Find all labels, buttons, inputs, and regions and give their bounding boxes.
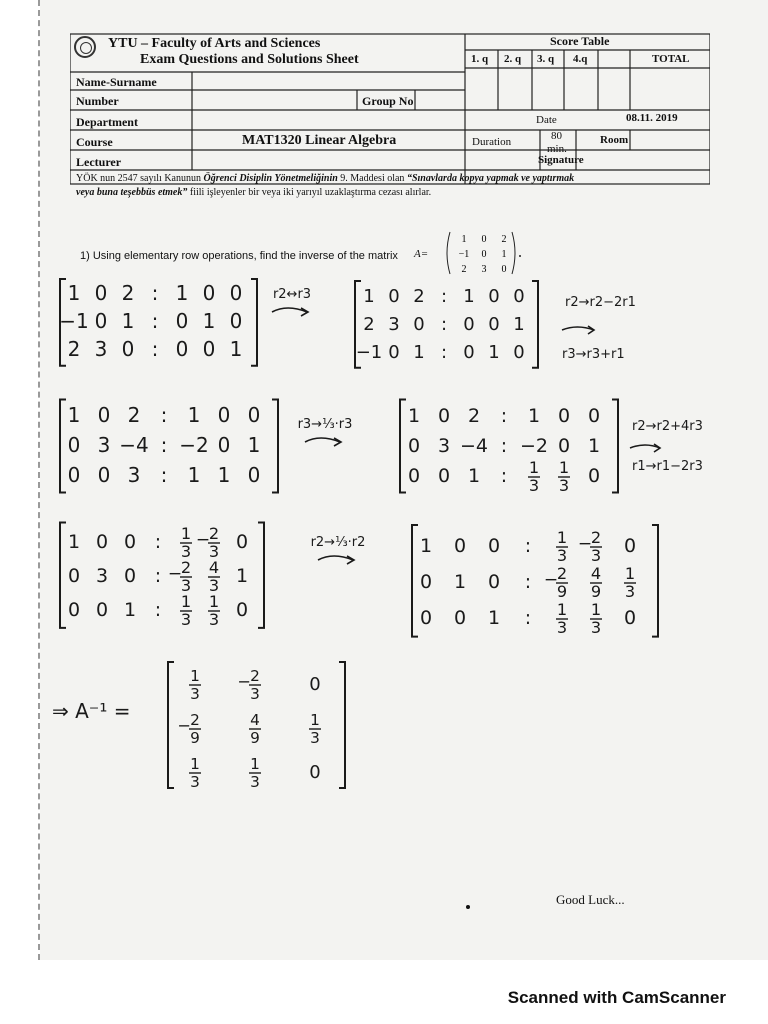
matrix-entry: 0 — [488, 314, 500, 335]
numerator: 2 — [208, 524, 220, 543]
result-label: ⇒ A⁻¹ = — [52, 699, 131, 723]
matrix-entry — [528, 458, 540, 495]
minus-sign: − — [177, 716, 191, 735]
matrix-a-entry: 0 — [501, 264, 507, 275]
matrix-entry — [558, 458, 570, 495]
matrix-entry — [208, 592, 220, 629]
matrix-entry: 0 — [453, 607, 467, 629]
minus-sign: − — [577, 534, 593, 554]
step3-left-matrix — [60, 523, 264, 630]
duration-unit: min. — [547, 143, 567, 155]
matrix-entry — [180, 524, 192, 561]
numerator: 1 — [590, 600, 602, 619]
step1-arrow — [272, 287, 311, 316]
matrix-entry: 1 — [235, 565, 249, 587]
question-text: 1) Using elementary row operations, find the inverse of the matrix — [80, 250, 398, 262]
numerator: 1 — [250, 755, 260, 773]
matrix-entry: 0 — [437, 465, 451, 487]
score-col-4: 4.q — [573, 53, 588, 65]
score-col-total: TOTAL — [652, 53, 690, 65]
matrix-entry: 0 — [623, 535, 637, 557]
matrix-entry: 1 — [467, 465, 481, 487]
matrix-entry: 1 — [217, 463, 231, 487]
step3-arrow — [311, 535, 366, 564]
matrix-entry: 1 — [513, 314, 525, 335]
matrix-entry: 0 — [235, 531, 249, 553]
matrix-entry: 1 — [463, 286, 475, 307]
bracket — [60, 523, 66, 628]
matrix-entry: 1 — [121, 309, 135, 333]
matrix-entry: 1 — [175, 281, 189, 305]
matrix-entry: 0 — [95, 531, 109, 553]
step2-arrow — [298, 417, 353, 446]
institution-name: YTU – Faculty of Arts and Sciences — [108, 36, 321, 51]
numerator: 1 — [190, 667, 200, 685]
notice-part: fiili işleyenler bir veya iki yarıyıl uzaklaştırma cezası alırlar. — [187, 187, 432, 198]
denominator: 9 — [556, 582, 568, 601]
matrix-entry: 1 — [67, 403, 81, 427]
matrix-entry: 0 — [67, 433, 81, 457]
augment-separator: : — [160, 433, 168, 457]
matrix-entry — [180, 592, 192, 629]
matrix-entry: 2 — [121, 281, 135, 305]
bracket — [60, 400, 66, 493]
minus-sign: − — [543, 570, 559, 590]
denominator: 9 — [250, 729, 260, 747]
matrix-entry — [590, 564, 602, 601]
matrix-a-entry: 0 — [481, 249, 487, 260]
denominator: 3 — [250, 685, 260, 703]
good-luck-text: Good Luck... — [556, 892, 625, 907]
denominator: 3 — [180, 610, 192, 629]
augment-separator: : — [154, 599, 162, 621]
paren-left — [447, 232, 450, 274]
matrix-entry: 1 — [453, 571, 467, 593]
matrix-entry: 0 — [587, 405, 601, 427]
course-label: Course — [76, 135, 113, 149]
matrix-entry: 0 — [235, 599, 249, 621]
matrix-a-entry: 2 — [461, 264, 467, 275]
matrix-entry: 1 — [187, 403, 201, 427]
matrix-entry: 0 — [123, 531, 137, 553]
step1-arrow-2 — [562, 326, 594, 334]
matrix-entry: 2 — [467, 405, 481, 427]
matrix-entry: 0 — [67, 463, 81, 487]
matrix-entry: 0 — [175, 309, 189, 333]
score-table-title: Score Table — [550, 34, 610, 48]
matrix-entry: 0 — [487, 571, 501, 593]
matrix-entry: −4 — [119, 433, 149, 457]
matrix-entry: 0 — [121, 337, 135, 361]
augment-separator: : — [160, 403, 168, 427]
university-logo-icon — [74, 36, 96, 58]
bracket — [532, 281, 538, 368]
group-no-label: Group No — [362, 94, 414, 108]
matrix-entry: 0 — [67, 599, 81, 621]
numerator: 4 — [208, 558, 220, 577]
matrix-entry: 0 — [488, 286, 500, 307]
matrix-entry: 1 — [419, 535, 433, 557]
bracket — [258, 523, 264, 628]
signature-label: Signature — [538, 154, 584, 166]
notice-emphasis: veya buna teşebbüs etmek” — [76, 187, 188, 198]
arrow-head — [347, 556, 354, 564]
matrix-entry: 0 — [247, 463, 261, 487]
matrix-entry: 0 — [407, 435, 421, 457]
matrix-entry: 0 — [217, 403, 231, 427]
matrix-entry: 0 — [623, 607, 637, 629]
denominator: 3 — [208, 542, 220, 561]
matrix-entry: 0 — [463, 342, 475, 363]
matrix-entry: 2 — [363, 314, 375, 335]
date-value: 08.11. 2019 — [626, 112, 678, 124]
numerator: 2 — [180, 558, 192, 577]
augment-separator: : — [154, 565, 162, 587]
augment-separator: : — [440, 286, 448, 307]
lecturer-label: Lecturer — [76, 155, 122, 169]
notice-part: YÖK nun 2547 sayılı Kanunun — [76, 173, 204, 184]
denominator: 3 — [190, 685, 200, 703]
date-label: Date — [536, 114, 557, 126]
matrix-entry: 3 — [388, 314, 400, 335]
minus-sign: − — [195, 530, 211, 550]
step1-op-2: r3→r3+r1 — [562, 347, 625, 362]
matrix-entry — [556, 528, 568, 565]
duration-label: Duration — [472, 136, 512, 148]
matrix-entry: 0 — [557, 435, 571, 457]
camscanner-watermark: Scanned with CamScanner — [507, 988, 726, 1007]
score-col-3: 3. q — [537, 53, 555, 65]
matrix-a-label: A= — [414, 248, 429, 260]
matrix-entry — [196, 524, 220, 561]
augment-separator: : — [524, 571, 532, 593]
matrix-entry: 3 — [94, 337, 108, 361]
matrix-entry: 0 — [247, 403, 261, 427]
matrix-entry: 0 — [587, 465, 601, 487]
matrix-entry: 1 — [229, 337, 243, 361]
denominator: 3 — [208, 576, 220, 595]
bracket — [272, 400, 278, 493]
matrix-entry: 3 — [95, 565, 109, 587]
matrix-entry: 0 — [453, 535, 467, 557]
numerator: 2 — [190, 711, 200, 729]
matrix-entry — [590, 600, 602, 637]
room-label: Room — [600, 134, 629, 146]
denominator: 3 — [180, 576, 192, 595]
augment-separator: : — [151, 337, 159, 361]
matrix-entry: 1 — [527, 405, 541, 427]
score-col-1: 1. q — [471, 53, 489, 65]
denominator: 3 — [556, 618, 568, 637]
augment-separator: : — [151, 281, 159, 305]
inverse-entry: 0 — [309, 674, 321, 695]
matrix-entry — [578, 528, 602, 565]
matrix-entry: 0 — [229, 281, 243, 305]
bracket — [339, 662, 345, 788]
denominator: 9 — [590, 582, 602, 601]
matrix-entry — [624, 564, 636, 601]
row-operation: r2→⅓·r2 — [310, 535, 366, 550]
matrix-entry: 3 — [97, 433, 111, 457]
matrix-entry: 0 — [557, 405, 571, 427]
matrix-entry: 1 — [363, 286, 375, 307]
matrix-entry: 0 — [463, 314, 475, 335]
bracket — [612, 400, 618, 493]
matrix-entry: 0 — [94, 281, 108, 305]
step1-right-matrix — [355, 281, 538, 368]
numerator: 1 — [558, 458, 570, 477]
bracket — [168, 662, 174, 788]
numerator: 2 — [556, 564, 568, 583]
step3-right-matrix — [412, 525, 658, 637]
matrix-a-entry: −1 — [458, 249, 470, 260]
matrix-entry: 1 — [67, 531, 81, 553]
step2-left-matrix — [60, 400, 278, 493]
denominator: 3 — [590, 546, 602, 565]
matrix-entry: 1 — [407, 405, 421, 427]
inverse-matrix — [168, 662, 345, 791]
arrow-head — [301, 308, 308, 316]
augment-separator: : — [154, 531, 162, 553]
bracket — [652, 525, 658, 637]
denominator: 3 — [190, 773, 200, 791]
ink-dot — [466, 905, 470, 909]
matrix-entry: 0 — [123, 565, 137, 587]
denominator: 9 — [190, 729, 200, 747]
notice-part: 9. Maddesi olan — [337, 173, 407, 184]
bracket — [412, 525, 418, 637]
numerator: 1 — [556, 600, 568, 619]
handwritten-solution — [0, 270, 768, 810]
matrix-entry: 0 — [419, 607, 433, 629]
denominator: 3 — [590, 618, 602, 637]
matrix-entry: 0 — [487, 535, 501, 557]
inverse-entry — [177, 711, 201, 747]
matrix-entry: 0 — [437, 405, 451, 427]
augment-separator: : — [160, 463, 168, 487]
numerator: 2 — [250, 667, 260, 685]
matrix-entry: 0 — [202, 281, 216, 305]
paren-right — [512, 232, 515, 274]
matrix-entry: 1 — [187, 463, 201, 487]
matrix-entry: 0 — [229, 309, 243, 333]
numerator: 4 — [250, 711, 260, 729]
matrix-entry: 0 — [388, 286, 400, 307]
denominator: 3 — [208, 610, 220, 629]
matrix-a-entry: 2 — [501, 234, 507, 245]
numerator: 1 — [556, 528, 568, 547]
bracket — [400, 400, 406, 493]
matrix-entry: 1 — [413, 342, 425, 363]
augment-separator: : — [151, 309, 159, 333]
matrix-entry: 0 — [419, 571, 433, 593]
denominator: 3 — [310, 729, 320, 747]
matrix-entry: −4 — [459, 435, 489, 457]
matrix-a-entry: 1 — [461, 234, 467, 245]
matrix-entry: 2 — [67, 337, 81, 361]
matrix-entry: −1 — [355, 342, 383, 363]
matrix-entry: 0 — [97, 403, 111, 427]
matrix-entry: −2 — [519, 435, 549, 457]
matrix-entry: 3 — [127, 463, 141, 487]
augment-separator: : — [524, 607, 532, 629]
row-operation: r3→⅓·r3 — [297, 417, 353, 432]
numerator: 1 — [310, 711, 320, 729]
matrix-entry: 0 — [94, 309, 108, 333]
sheet-title: Exam Questions and Solutions Sheet — [140, 52, 359, 67]
step1-op-1: r2→r2−2r1 — [565, 295, 636, 310]
matrix-entry: 0 — [513, 342, 525, 363]
matrix-entry: 0 — [217, 433, 231, 457]
inverse-entry — [189, 755, 201, 791]
matrix-entry: 0 — [67, 565, 81, 587]
matrix-entry — [544, 564, 568, 601]
numerator: 4 — [590, 564, 602, 583]
matrix-entry — [556, 600, 568, 637]
department-label: Department — [76, 115, 138, 129]
matrix-entry: 0 — [407, 465, 421, 487]
notice-line-1 — [76, 173, 574, 184]
denominator: 3 — [180, 542, 192, 561]
augment-separator: : — [524, 535, 532, 557]
matrix-entry: 2 — [127, 403, 141, 427]
score-col-2: 2. q — [504, 53, 522, 65]
matrix-entry — [208, 558, 220, 595]
step2-right-matrix — [400, 400, 618, 496]
matrix-entry: 0 — [513, 286, 525, 307]
matrix-entry — [168, 558, 192, 595]
number-label: Number — [76, 94, 119, 108]
minus-sign: − — [237, 672, 251, 691]
minus-sign: − — [167, 564, 183, 584]
arrow-head — [334, 438, 341, 446]
row-operation: r2↔r3 — [272, 287, 312, 302]
notice-line-2 — [76, 187, 431, 198]
step2-op-2: r1→r1−2r3 — [632, 459, 703, 474]
duration-value: 80 — [551, 130, 562, 142]
augment-separator: : — [500, 405, 508, 427]
numerator: 1 — [528, 458, 540, 477]
matrix-entry: 2 — [413, 286, 425, 307]
matrix-a-entry: 3 — [481, 264, 487, 275]
matrix-entry: 0 — [388, 342, 400, 363]
course-value: MAT1320 Linear Algebra — [242, 133, 397, 148]
numerator: 1 — [208, 592, 220, 611]
augment-separator: : — [500, 435, 508, 457]
denominator: 3 — [250, 773, 260, 791]
augment-separator: : — [500, 465, 508, 487]
inverse-entry — [309, 711, 321, 747]
inverse-entry — [249, 711, 261, 747]
matrix-entry: 1 — [587, 435, 601, 457]
matrix-entry: 0 — [202, 337, 216, 361]
step2-op-1: r2→r2+4r3 — [632, 419, 703, 434]
denominator: 3 — [528, 476, 540, 495]
inverse-entry — [189, 667, 201, 703]
notice-emphasis: Öğrenci Disiplin Yönetmeliğinin — [203, 173, 338, 184]
matrix-a-entry: 0 — [481, 234, 487, 245]
inverse-entry — [237, 667, 261, 703]
matrix-entry: 1 — [487, 607, 501, 629]
name-surname-label: Name-Surname — [76, 75, 157, 89]
matrix-entry: 3 — [437, 435, 451, 457]
matrix-entry: 1 — [67, 281, 81, 305]
matrix-entry: 1 — [123, 599, 137, 621]
numerator: 1 — [190, 755, 200, 773]
inverse-entry: 0 — [309, 762, 321, 783]
augment-separator: : — [440, 314, 448, 335]
exam-header — [70, 30, 710, 210]
matrix-entry: 1 — [488, 342, 500, 363]
numerator: 2 — [590, 528, 602, 547]
notice-emphasis: “Sınavlarda kopya yapmak ve yaptırmak — [406, 173, 575, 184]
matrix-entry: 0 — [175, 337, 189, 361]
numerator: 1 — [180, 524, 192, 543]
period-dot — [519, 255, 521, 257]
matrix-entry: 0 — [413, 314, 425, 335]
denominator: 3 — [558, 476, 570, 495]
matrix-entry: 1 — [247, 433, 261, 457]
denominator: 3 — [556, 546, 568, 565]
matrix-entry: 0 — [97, 463, 111, 487]
numerator: 1 — [624, 564, 636, 583]
step2-arrow-2 — [630, 444, 660, 452]
numerator: 1 — [180, 592, 192, 611]
denominator: 3 — [624, 582, 636, 601]
matrix-a-entry: 1 — [501, 249, 507, 260]
matrix-entry: −1 — [59, 309, 89, 333]
step1-left-matrix — [59, 279, 257, 366]
inverse-entry — [249, 755, 261, 791]
augment-separator: : — [440, 342, 448, 363]
matrix-entry: −2 — [179, 433, 209, 457]
matrix-entry: 1 — [202, 309, 216, 333]
bracket — [251, 279, 257, 366]
matrix-entry: 0 — [95, 599, 109, 621]
